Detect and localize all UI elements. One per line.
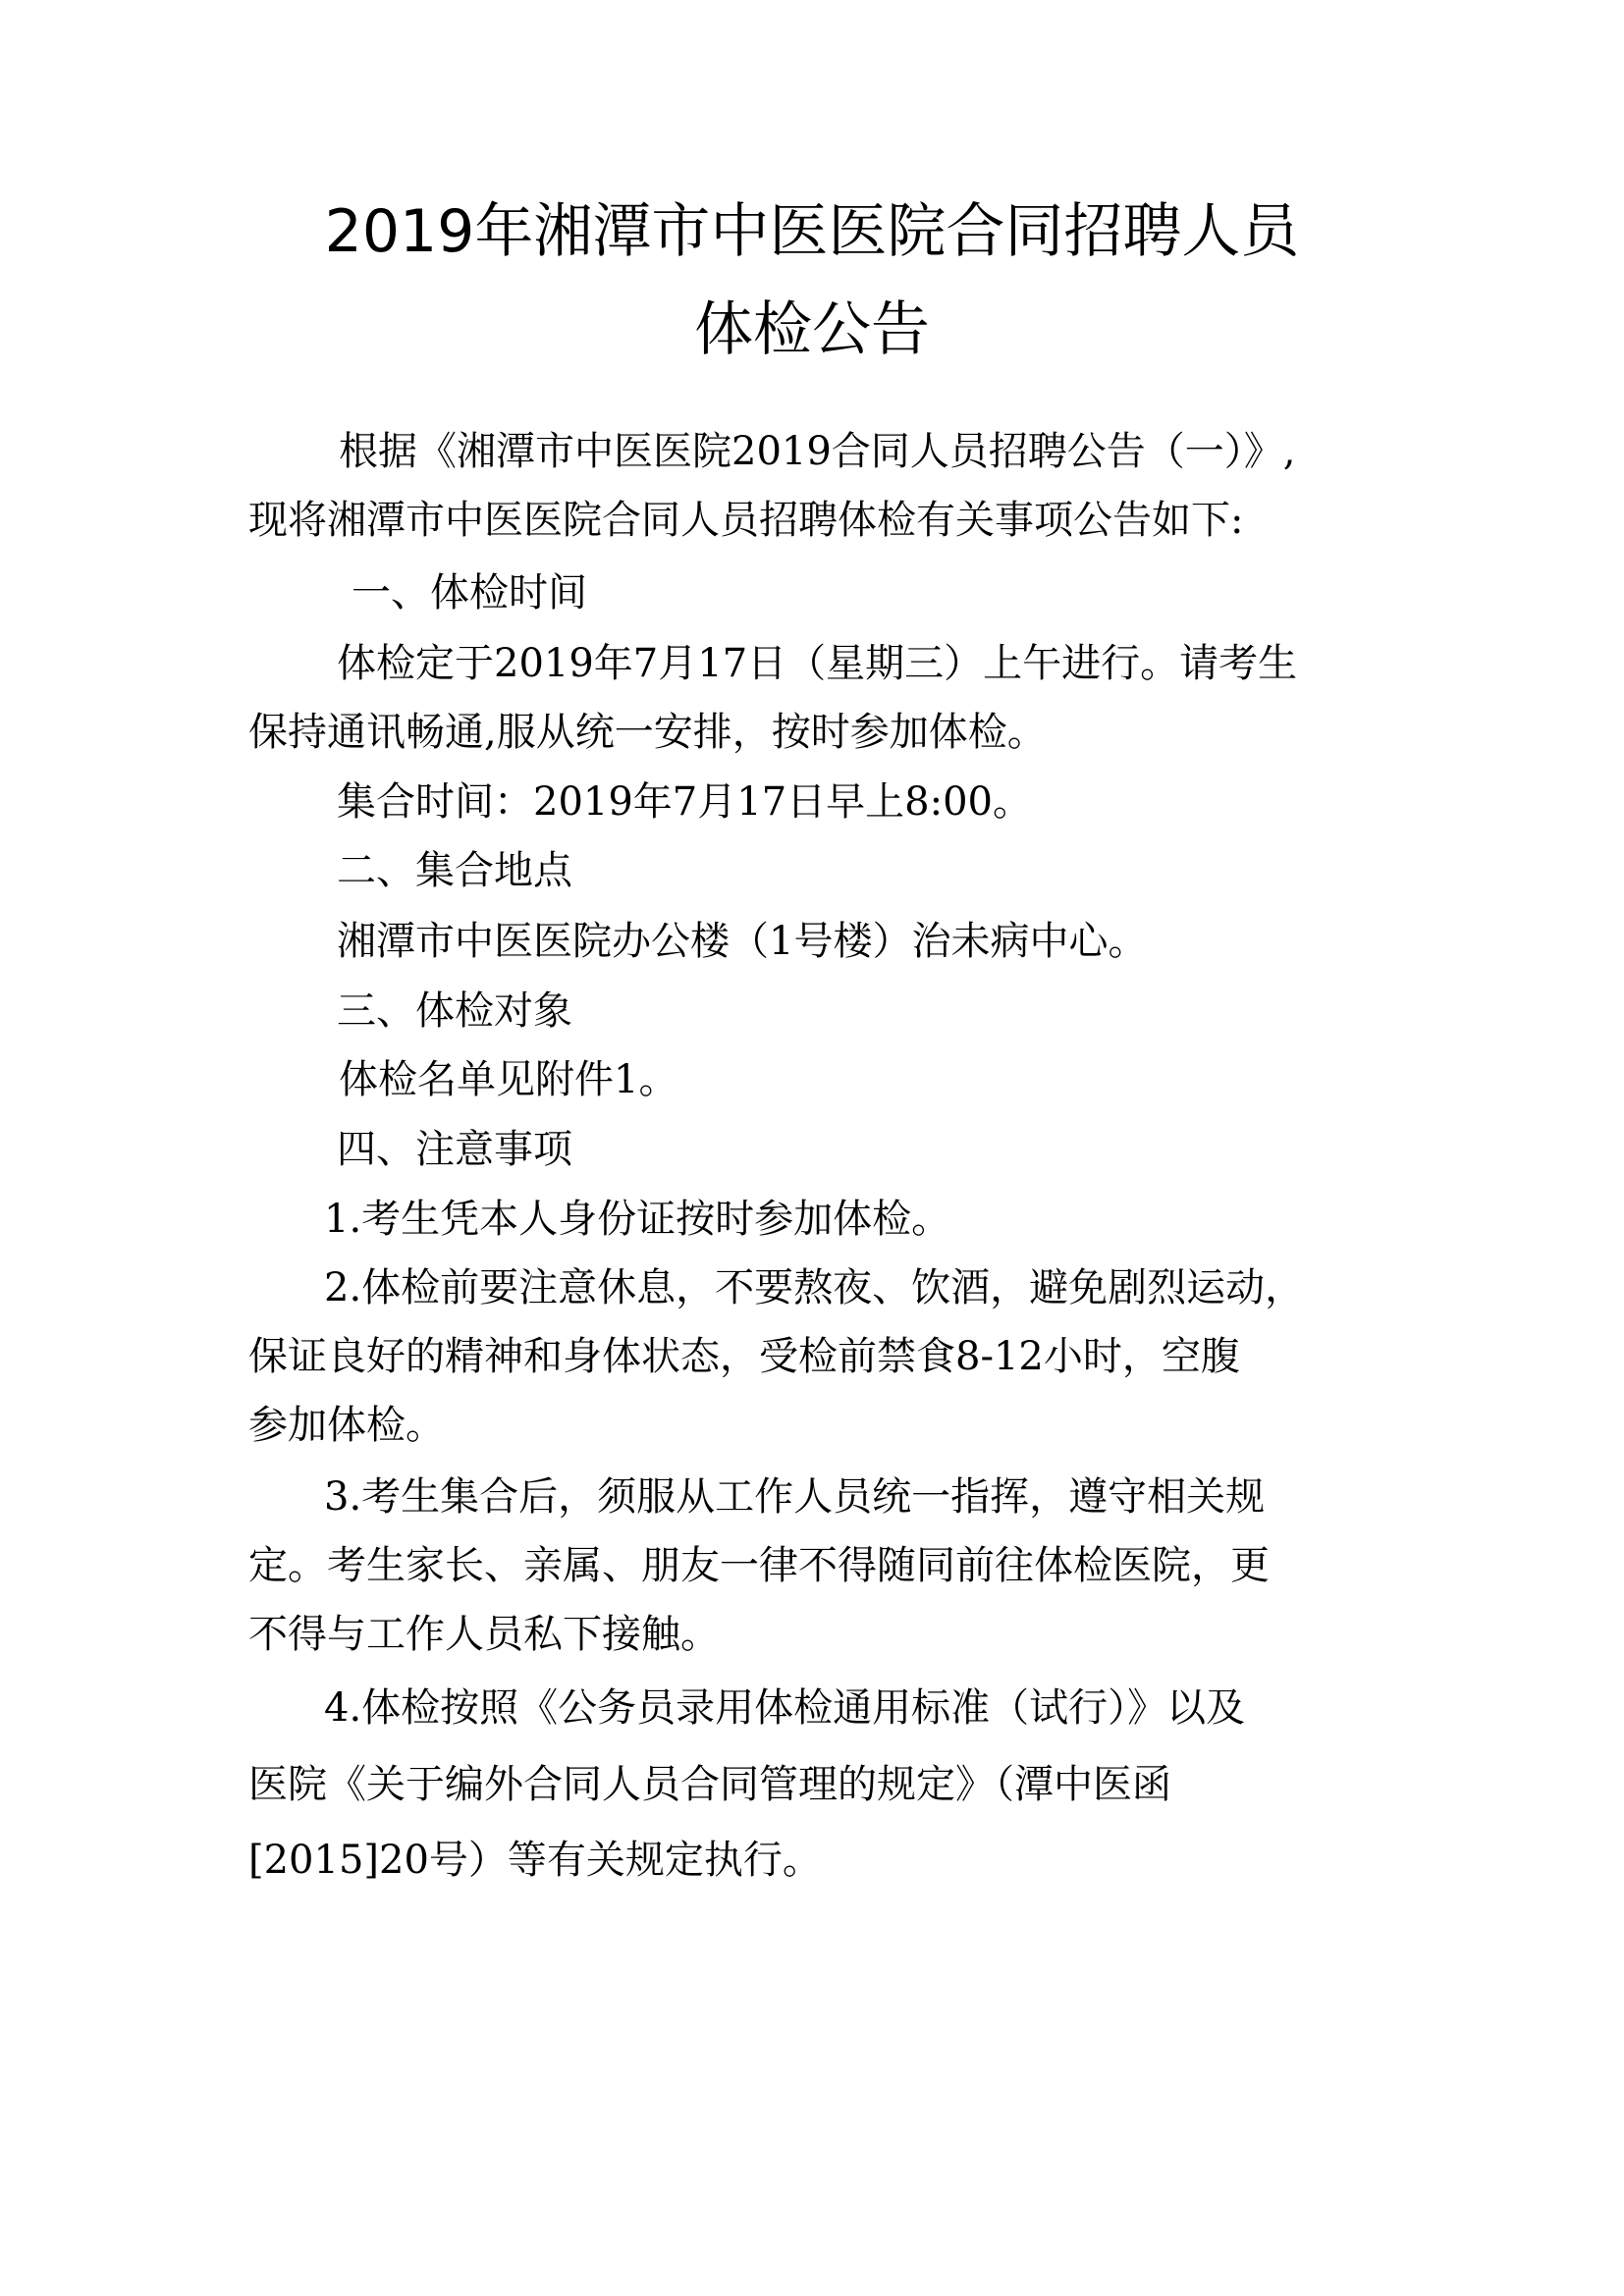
section-heading-notes: 四、注意事项 [337,1127,572,1172]
notice-item-line: 不得与工作人员私下接触。 [248,1612,720,1657]
notice-item-line: 保证良好的精神和身体状态，受检前禁食8-12小时，空腹 [248,1334,1240,1379]
notice-item-line: 3.考生集合后，须服从工作人员统一指挥，遵守相关规 [324,1474,1266,1520]
notice-item-line: 定。考生家长、亲属、朋友一律不得随同前往体检医院，更 [248,1543,1270,1588]
paragraph-line: 体检名单见附件1。 [339,1057,678,1102]
document-title-line2: 体检公告 [694,295,930,364]
notice-item-line: 4.体检按照《公务员录用体检通用标准（试行）》以及 [324,1685,1246,1731]
notice-item-line: 2.体检前要注意休息，不要熬夜、饮酒，避免剧烈运动， [324,1265,1305,1310]
document-title-line1: 2019年湘潭市中医医院合同招聘人员 [324,197,1300,266]
notice-item-line: [2015]20号）等有关规定执行。 [248,1838,822,1883]
paragraph-line: 湘潭市中医医院办公楼（1号楼）治未病中心。 [337,919,1148,964]
notice-item-line: 参加体检。 [248,1403,445,1448]
notice-item-line: 1.考生凭本人身份证按时参加体检。 [324,1197,951,1242]
paragraph-line: 集合时间：2019年7月17日早上8:00。 [337,779,1032,825]
paragraph-line: 保持通讯畅通,服从统一安排，按时参加体检。 [248,710,1047,755]
paragraph-line: 体检定于2019年7月17日（星期三）上午进行。请考生 [337,641,1298,686]
notice-item-line: 医院《关于编外合同人员合同管理的规定》（潭中医函 [248,1762,1171,1807]
section-heading-location: 二、集合地点 [337,848,572,893]
section-heading-time: 一、体检时间 [352,570,587,615]
intro-line: 根据《湘潭市中医医院2019合同人员招聘公告（一）》, [339,429,1296,474]
intro-line: 现将湘潭市中医医院合同人员招聘体检有关事项公告如下: [248,498,1244,543]
section-heading-subjects: 三、体检对象 [337,988,572,1034]
